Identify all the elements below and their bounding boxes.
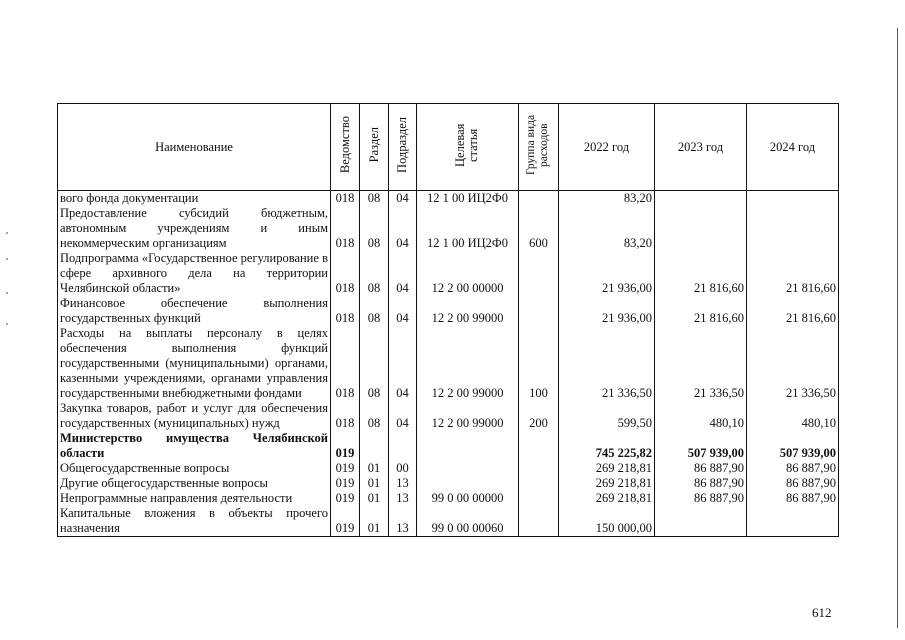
- cell-vedomstvo: 018: [331, 251, 360, 296]
- page-number: 612: [812, 605, 832, 620]
- cell-gruppa: 200: [519, 401, 559, 431]
- table-row: [58, 191, 839, 207]
- cell-gruppa: [519, 296, 559, 326]
- cell-2022: 21 336,50: [559, 326, 655, 401]
- cell-2024: 21 816,60: [747, 296, 839, 326]
- cell-2023: 21 816,60: [655, 296, 747, 326]
- cell-gruppa: 600: [519, 206, 559, 251]
- cell-razdel: 08: [360, 191, 389, 207]
- cell-celevaya: [417, 461, 519, 476]
- cell-gruppa: [519, 461, 559, 476]
- cell-name: Капитальные вложения в объекты прочего назначения: [58, 506, 331, 537]
- cell-2023: [655, 191, 747, 207]
- cell-celevaya: 99 0 00 00060: [417, 506, 519, 537]
- cell-razdel: 01: [360, 506, 389, 537]
- cell-podrazdel: 04: [389, 296, 417, 326]
- header-razdel: Раздел: [360, 104, 389, 191]
- cell-name: Другие общегосударственные вопросы: [58, 476, 331, 491]
- cell-razdel: 08: [360, 251, 389, 296]
- cell-razdel: 08: [360, 326, 389, 401]
- cell-name: Подпрограмма «Государственное регулирование в сфере архивного дела на территории Челябинской области»: [58, 251, 331, 296]
- cell-name: Закупка товаров, работ и услуг для обеспечения государственных (муниципальных) нужд: [58, 401, 331, 431]
- cell-2024: 86 887,90: [747, 476, 839, 491]
- cell-gruppa: [519, 506, 559, 537]
- table-row: [58, 491, 839, 506]
- cell-razdel: 01: [360, 476, 389, 491]
- cell-gruppa: [519, 191, 559, 207]
- cell-2022: 269 218,81: [559, 461, 655, 476]
- cell-2022: 269 218,81: [559, 491, 655, 506]
- cell-podrazdel: 13: [389, 506, 417, 537]
- cell-2022: 150 000,00: [559, 506, 655, 537]
- cell-celevaya: 99 0 00 00000: [417, 491, 519, 506]
- scan-mark: [6, 323, 8, 325]
- header-2022: 2022 год: [559, 104, 655, 191]
- header-2024: 2024 год: [747, 104, 839, 191]
- cell-celevaya: 12 2 00 99000: [417, 401, 519, 431]
- header-vedomstvo: Ведомство: [331, 104, 360, 191]
- table-body: [58, 191, 839, 537]
- cell-podrazdel: 04: [389, 326, 417, 401]
- cell-gruppa: 100: [519, 326, 559, 401]
- cell-2022: 599,50: [559, 401, 655, 431]
- cell-name: Министерство имущества Челябинской области: [58, 431, 331, 461]
- table-row: [58, 461, 839, 476]
- cell-podrazdel: 00: [389, 461, 417, 476]
- cell-vedomstvo: 018: [331, 296, 360, 326]
- cell-name: Финансовое обеспечение выполнения государственных функций: [58, 296, 331, 326]
- cell-vedomstvo: 019: [331, 506, 360, 537]
- cell-2023: 86 887,90: [655, 491, 747, 506]
- cell-name: Общегосударственные вопросы: [58, 461, 331, 476]
- cell-razdel: [360, 431, 389, 461]
- scan-mark: [6, 232, 8, 234]
- cell-vedomstvo: 018: [331, 326, 360, 401]
- cell-razdel: 01: [360, 491, 389, 506]
- cell-vedomstvo: 018: [331, 206, 360, 251]
- cell-2024: [747, 191, 839, 207]
- cell-2023: 86 887,90: [655, 476, 747, 491]
- cell-2023: 507 939,00: [655, 431, 747, 461]
- cell-celevaya: 12 2 00 99000: [417, 326, 519, 401]
- cell-2022: 745 225,82: [559, 431, 655, 461]
- cell-razdel: 08: [360, 296, 389, 326]
- cell-razdel: 01: [360, 461, 389, 476]
- page-edge-line: [897, 28, 898, 628]
- cell-podrazdel: 04: [389, 191, 417, 207]
- table-row: [58, 326, 839, 401]
- table-row: [58, 401, 839, 431]
- header-gruppa: Группа вида расходов: [519, 104, 559, 191]
- cell-2024: [747, 506, 839, 537]
- cell-podrazdel: 13: [389, 491, 417, 506]
- cell-2022: 21 936,00: [559, 296, 655, 326]
- cell-2023: [655, 206, 747, 251]
- header-2023: 2023 год: [655, 104, 747, 191]
- table-row: [58, 476, 839, 491]
- cell-podrazdel: 04: [389, 251, 417, 296]
- cell-2024: 86 887,90: [747, 461, 839, 476]
- cell-name: Предоставление субсидий бюджетным, автономным учреждениям и иным некоммерческим организациям: [58, 206, 331, 251]
- cell-2023: 21 816,60: [655, 251, 747, 296]
- cell-name: вого фонда документации: [58, 191, 331, 207]
- table-row: [58, 206, 839, 251]
- cell-2023: 21 336,50: [655, 326, 747, 401]
- cell-2022: 21 936,00: [559, 251, 655, 296]
- cell-2024: 21 336,50: [747, 326, 839, 401]
- cell-2023: 480,10: [655, 401, 747, 431]
- cell-gruppa: [519, 431, 559, 461]
- cell-name: Непрограммные направления деятельности: [58, 491, 331, 506]
- cell-2024: 507 939,00: [747, 431, 839, 461]
- cell-razdel: 08: [360, 401, 389, 431]
- scan-mark: [6, 258, 8, 260]
- scan-mark: [6, 292, 8, 294]
- cell-vedomstvo: 018: [331, 191, 360, 207]
- cell-celevaya: 12 1 00 ИЦ2Ф0: [417, 206, 519, 251]
- cell-celevaya: 12 1 00 ИЦ2Ф0: [417, 191, 519, 207]
- cell-vedomstvo: 019: [331, 461, 360, 476]
- cell-podrazdel: 04: [389, 206, 417, 251]
- cell-2023: 86 887,90: [655, 461, 747, 476]
- cell-2024: 21 816,60: [747, 251, 839, 296]
- header-podrazdel: Подраздел: [389, 104, 417, 191]
- cell-vedomstvo: 019: [331, 476, 360, 491]
- cell-gruppa: [519, 476, 559, 491]
- table-row: [58, 251, 839, 296]
- cell-celevaya: 12 2 00 99000: [417, 296, 519, 326]
- table-row: [58, 296, 839, 326]
- cell-vedomstvo: 018: [331, 401, 360, 431]
- header-celevaya: Целевая статья: [417, 104, 519, 191]
- cell-celevaya: 12 2 00 00000: [417, 251, 519, 296]
- cell-podrazdel: 13: [389, 476, 417, 491]
- cell-podrazdel: [389, 431, 417, 461]
- cell-2024: [747, 206, 839, 251]
- cell-gruppa: [519, 251, 559, 296]
- table-row: [58, 431, 839, 461]
- cell-2023: [655, 506, 747, 537]
- cell-celevaya: [417, 431, 519, 461]
- cell-celevaya: [417, 476, 519, 491]
- cell-name: Расходы на выплаты персоналу в целях обеспечения выполнения функций государственными (муниципальными) органами, казенными учреждениями, органами управления государственными внебюджетными фондами: [58, 326, 331, 401]
- cell-vedomstvo: 019: [331, 431, 360, 461]
- cell-2022: 269 218,81: [559, 476, 655, 491]
- cell-2024: 480,10: [747, 401, 839, 431]
- cell-2022: 83,20: [559, 206, 655, 251]
- header-name: Наименование: [58, 104, 331, 191]
- cell-gruppa: [519, 491, 559, 506]
- cell-vedomstvo: 019: [331, 491, 360, 506]
- table-header-row: [58, 104, 839, 191]
- cell-razdel: 08: [360, 206, 389, 251]
- cell-2022: 83,20: [559, 191, 655, 207]
- table-row: [58, 506, 839, 537]
- budget-table: [57, 103, 839, 537]
- cell-podrazdel: 04: [389, 401, 417, 431]
- cell-2024: 86 887,90: [747, 491, 839, 506]
